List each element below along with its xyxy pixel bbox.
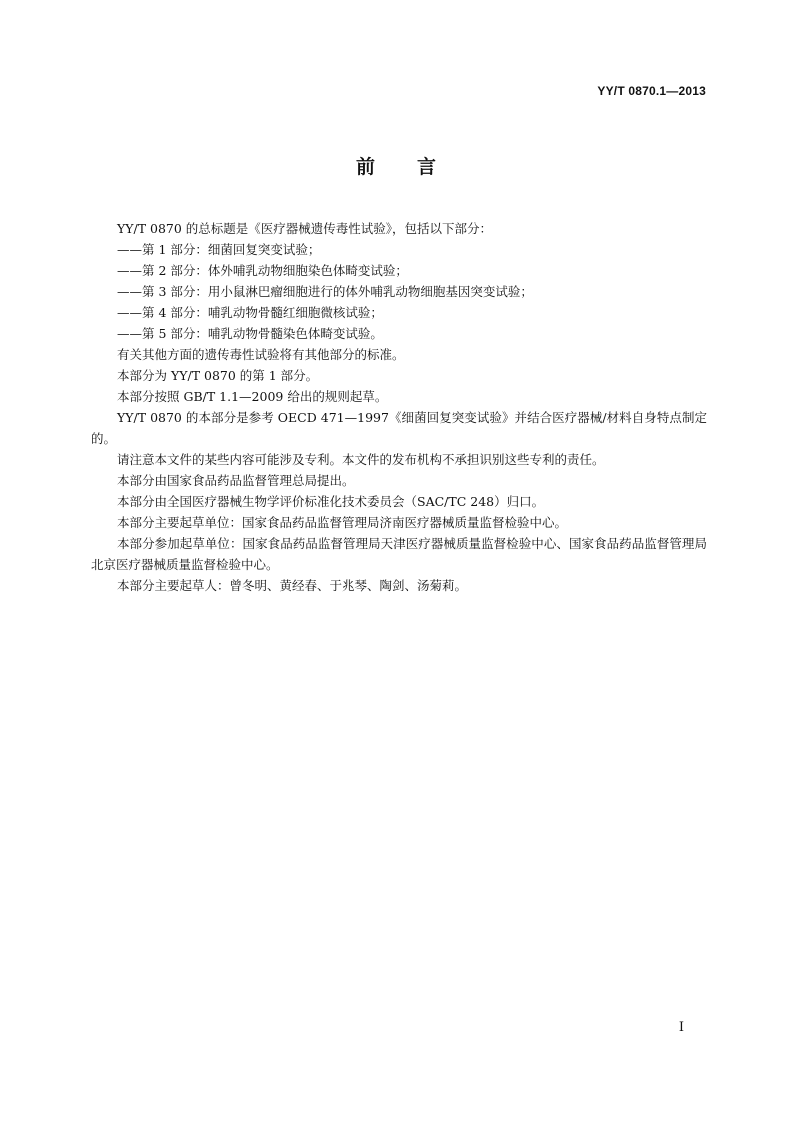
list-item-part-5: ——第 5 部分：哺乳动物骨髓染色体畸变试验。 — [117, 326, 383, 341]
paragraph-main-drafters: 本部分主要起草人：曾冬明、黄经春、于兆琴、陶剑、汤菊莉。 — [117, 578, 468, 593]
paragraph-other-parts: 有关其他方面的遗传毒性试验将有其他部分的标准。 — [117, 347, 405, 362]
list-item-part-4: ——第 4 部分：哺乳动物骨髓红细胞微核试验； — [117, 305, 383, 320]
paragraph-proposed-by: 本部分由国家食品药品监督管理总局提出。 — [117, 473, 355, 488]
paragraph-participating-units: 本部分参加起草单位：国家食品药品监督管理局天津医疗器械质量监督检验中心、国家食品药品监督管理局北京医疗器械质量监督检验中心。 — [91, 536, 707, 572]
paragraph-part-number: 本部分为 YY/T 0870 的第 1 部分。 — [117, 368, 319, 383]
page-title — [0, 152, 794, 179]
paragraph-drafting-rules: 本部分按照 GB/T 1.1—2009 给出的规则起草。 — [117, 389, 388, 404]
list-item-part-2: ——第 2 部分：体外哺乳动物细胞染色体畸变试验； — [117, 263, 408, 278]
document-id: YY/T 0870.1—2013 — [597, 84, 706, 98]
page-number: I — [678, 1020, 684, 1035]
paragraph-under-jurisdiction: 本部分由全国医疗器械生物学评价标准化技术委员会（SAC/TC 248）归口。 — [117, 494, 545, 509]
paragraph-reference: YY/T 0870 的本部分是参考 OECD 471—1997《细菌回复突变试验》并结合医疗器械/材料自身特点制定的。 — [91, 410, 707, 446]
list-item-part-3: ——第 3 部分：用小鼠淋巴瘤细胞进行的体外哺乳动物细胞基因突变试验； — [117, 284, 533, 299]
paragraph-patent-notice: 请注意本文件的某些内容可能涉及专利。本文件的发布机构不承担识别这些专利的责任。 — [117, 452, 605, 467]
foreword-body — [91, 218, 707, 596]
title-char-1: 前 — [355, 156, 377, 178]
paragraph-main-drafting-unit: 本部分主要起草单位：国家食品药品监督管理局济南医疗器械质量监督检验中心。 — [117, 515, 568, 530]
title-char-2: 言 — [417, 156, 439, 178]
list-item-part-1: ——第 1 部分：细菌回复突变试验； — [117, 242, 321, 257]
paragraph-overall-title: YY/T 0870 的总标题是《医疗器械遗传毒性试验》，包括以下部分： — [117, 221, 493, 236]
